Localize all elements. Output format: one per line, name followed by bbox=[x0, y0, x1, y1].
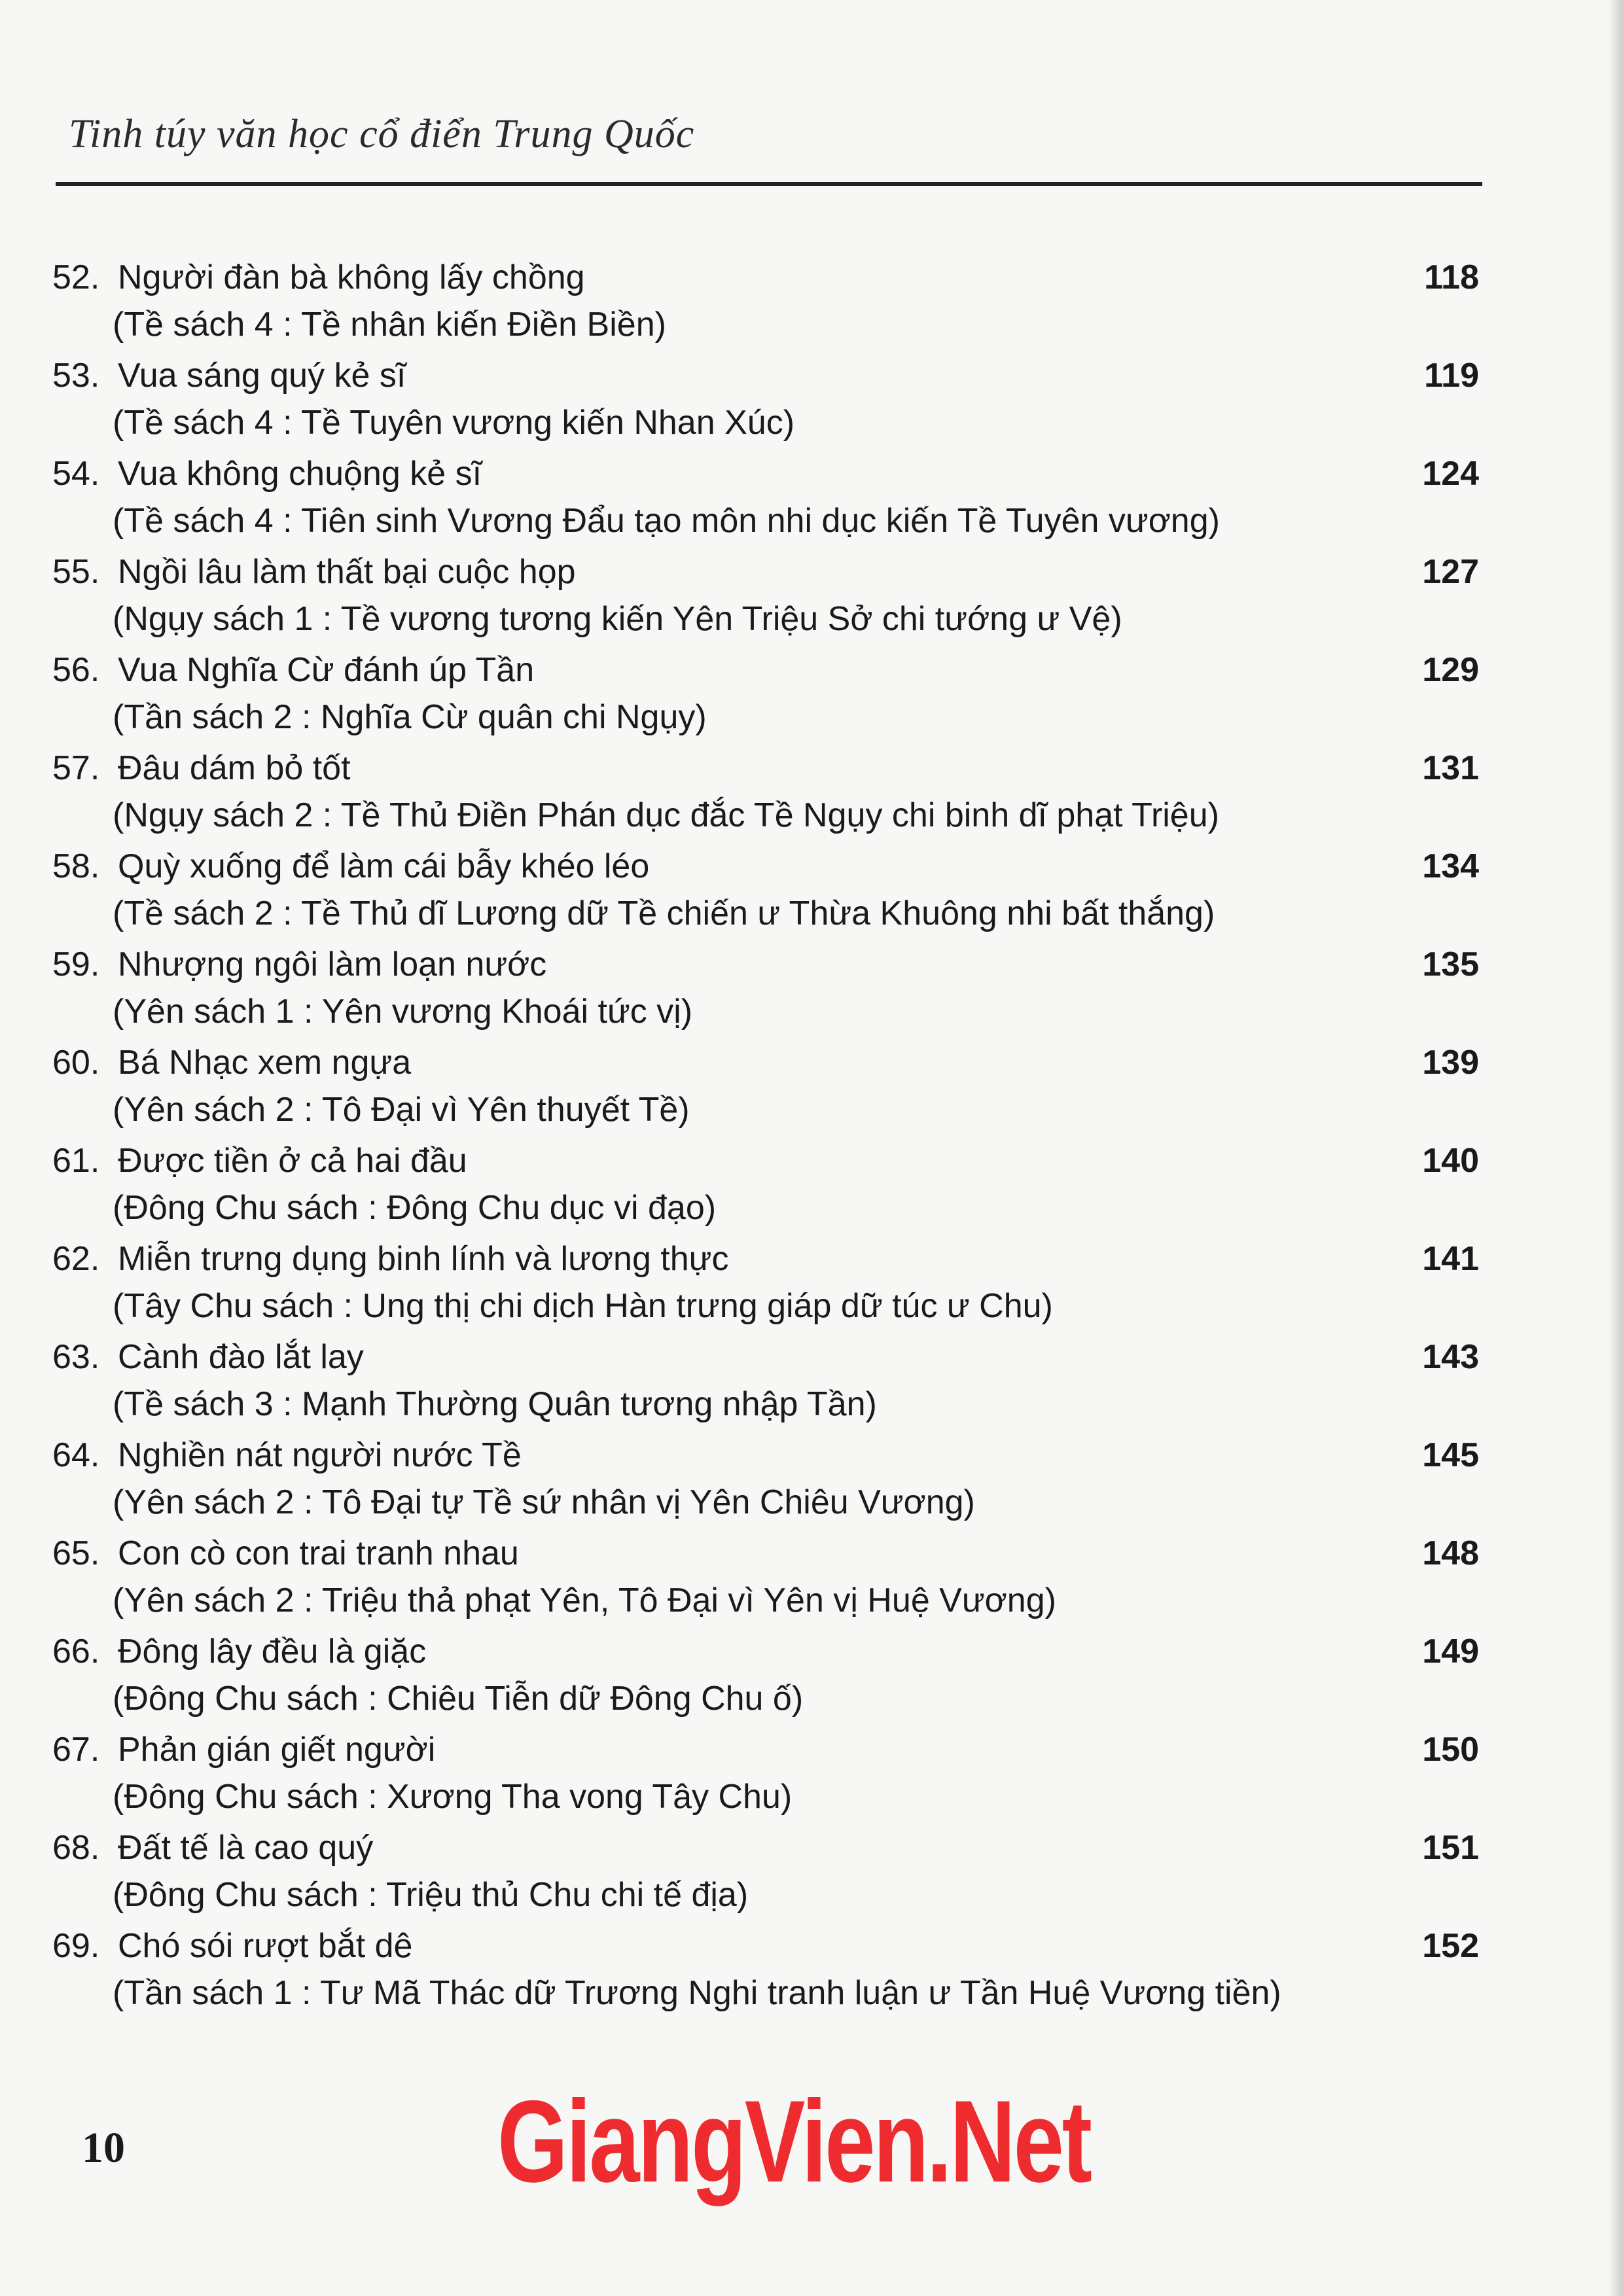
entry-page-number: 139 bbox=[1422, 1044, 1479, 1082]
entry-number: 63. bbox=[52, 1338, 100, 1376]
entry-number: 54. bbox=[52, 455, 100, 493]
running-header: Tinh túy văn học cổ điển Trung Quốc bbox=[69, 112, 695, 156]
entry-number: 59. bbox=[52, 945, 100, 983]
entry-page-number: 148 bbox=[1422, 1534, 1479, 1572]
entry-page-number: 119 bbox=[1424, 357, 1479, 395]
entry-source: (Tề sách 3 : Mạnh Thường Quân tương nhập Tần) bbox=[113, 1385, 877, 1423]
entry-number: 53. bbox=[52, 357, 100, 395]
entry-title: Được tiền ở cả hai đầu bbox=[118, 1142, 467, 1180]
entry-number: 66. bbox=[52, 1633, 100, 1670]
entry-number: 60. bbox=[52, 1044, 100, 1082]
entry-number: 58. bbox=[52, 847, 100, 885]
entry-title: Vua Nghĩa Cừ đánh úp Tần bbox=[118, 651, 535, 689]
entry-title: Nghiền nát người nước Tề bbox=[118, 1436, 522, 1474]
page-edge-shadow bbox=[1609, 0, 1623, 2296]
toc-entry bbox=[52, 355, 1479, 453]
entry-source: (Yên sách 2 : Tô Đại tự Tề sứ nhân vị Yên Chiêu Vương) bbox=[113, 1483, 975, 1521]
entry-page-number: 150 bbox=[1422, 1731, 1479, 1769]
entry-page-number: 151 bbox=[1422, 1829, 1479, 1867]
toc-entry bbox=[52, 1729, 1479, 1827]
toc-entry bbox=[52, 944, 1479, 1042]
table-of-contents bbox=[52, 256, 1479, 2023]
entry-title: Miễn trưng dụng binh lính và lương thực bbox=[118, 1240, 729, 1278]
entry-title: Chó sói rượt bắt dê bbox=[118, 1927, 413, 1965]
entry-number: 56. bbox=[52, 651, 100, 689]
entry-number: 57. bbox=[52, 749, 100, 787]
entry-title: Đông lây đều là giặc bbox=[118, 1633, 427, 1670]
entry-source: (Ngụy sách 2 : Tề Thủ Điền Phán dục đắc Tề Ngụy chi binh dĩ phạt Triệu) bbox=[113, 796, 1219, 834]
entry-source: (Tề sách 4 : Tề nhân kiến Điền Biền) bbox=[113, 306, 666, 344]
entry-number: 65. bbox=[52, 1534, 100, 1572]
entry-title: Người đàn bà không lấy chồng bbox=[118, 258, 585, 296]
entry-source: (Tây Chu sách : Ung thị chi dịch Hàn trưng giáp dữ túc ư Chu) bbox=[113, 1287, 1053, 1325]
entry-source: (Tần sách 1 : Tư Mã Thác dữ Trương Nghi tranh luận ư Tần Huệ Vương tiền) bbox=[113, 1974, 1281, 2012]
entry-title: Phản gián giết người bbox=[118, 1731, 436, 1769]
entry-title: Nhượng ngôi làm loạn nước bbox=[118, 945, 547, 983]
entry-number: 55. bbox=[52, 553, 100, 591]
entry-page-number: 129 bbox=[1422, 651, 1479, 689]
entry-source: (Ngụy sách 1 : Tề vương tương kiến Yên Triệu Sở chi tướng ư Vệ) bbox=[113, 600, 1122, 638]
entry-number: 67. bbox=[52, 1731, 100, 1769]
header-rule bbox=[56, 182, 1482, 186]
toc-entry bbox=[52, 1336, 1479, 1434]
toc-entry bbox=[52, 1238, 1479, 1336]
toc-entry bbox=[52, 1140, 1479, 1238]
entry-page-number: 143 bbox=[1422, 1338, 1479, 1376]
entry-source: (Tề sách 4 : Tề Tuyên vương kiến Nhan Xúc) bbox=[113, 404, 795, 442]
entry-title: Vua không chuộng kẻ sĩ bbox=[118, 455, 482, 493]
entry-title: Cành đào lắt lay bbox=[118, 1338, 364, 1376]
entry-title: Đất tế là cao quý bbox=[118, 1829, 374, 1867]
toc-entry bbox=[52, 747, 1479, 845]
entry-page-number: 141 bbox=[1422, 1240, 1479, 1278]
entry-source: (Tề sách 2 : Tề Thủ dĩ Lương dữ Tề chiến ư Thừa Khuông nhi bất thắng) bbox=[113, 894, 1215, 932]
toc-entry bbox=[52, 1827, 1479, 1925]
entry-page-number: 118 bbox=[1424, 258, 1479, 296]
entry-page-number: 134 bbox=[1422, 847, 1479, 885]
entry-page-number: 145 bbox=[1422, 1436, 1479, 1474]
entry-number: 64. bbox=[52, 1436, 100, 1474]
entry-source: (Đông Chu sách : Triệu thủ Chu chi tế địa) bbox=[113, 1876, 749, 1914]
entry-number: 62. bbox=[52, 1240, 100, 1278]
toc-entry bbox=[52, 1042, 1479, 1140]
toc-entry bbox=[52, 453, 1479, 551]
toc-entry bbox=[52, 256, 1479, 355]
entry-source: (Yên sách 1 : Yên vương Khoái tức vị) bbox=[113, 993, 693, 1031]
toc-entry bbox=[52, 649, 1479, 747]
entry-page-number: 131 bbox=[1422, 749, 1479, 787]
toc-entry bbox=[52, 551, 1479, 649]
page-number: 10 bbox=[82, 2124, 125, 2172]
entry-title: Bá Nhạc xem ngựa bbox=[118, 1044, 412, 1082]
entry-page-number: 135 bbox=[1422, 945, 1479, 983]
entry-source: (Đông Chu sách : Xương Tha vong Tây Chu) bbox=[113, 1778, 793, 1816]
entry-number: 68. bbox=[52, 1829, 100, 1867]
toc-entry bbox=[52, 845, 1479, 944]
entry-page-number: 127 bbox=[1422, 553, 1479, 591]
entry-source: (Đông Chu sách : Chiêu Tiễn dữ Đông Chu ố) bbox=[113, 1680, 804, 1718]
entry-source: (Yên sách 2 : Tô Đại vì Yên thuyết Tề) bbox=[113, 1091, 690, 1129]
entry-title: Ngồi lâu làm thất bại cuộc họp bbox=[118, 553, 576, 591]
entry-number: 61. bbox=[52, 1142, 100, 1180]
entry-source: (Đông Chu sách : Đông Chu dục vi đạo) bbox=[113, 1189, 717, 1227]
entry-title: Đâu dám bỏ tốt bbox=[118, 749, 351, 787]
entry-page-number: 124 bbox=[1422, 455, 1479, 493]
entry-source: (Tề sách 4 : Tiên sinh Vương Đẩu tạo môn nhi dục kiến Tề Tuyên vương) bbox=[113, 502, 1220, 540]
entry-number: 69. bbox=[52, 1927, 100, 1965]
toc-entry bbox=[52, 1434, 1479, 1532]
entry-title: Vua sáng quý kẻ sĩ bbox=[118, 357, 406, 395]
toc-entry bbox=[52, 1925, 1479, 2023]
entry-title: Con cò con trai tranh nhau bbox=[118, 1534, 519, 1572]
entry-source: (Tần sách 2 : Nghĩa Cừ quân chi Ngụy) bbox=[113, 698, 707, 736]
watermark-text: GiangVien.Net bbox=[497, 2076, 1090, 2206]
entry-title: Quỳ xuống để làm cái bẫy khéo léo bbox=[118, 847, 650, 885]
toc-entry bbox=[52, 1532, 1479, 1631]
entry-number: 52. bbox=[52, 258, 100, 296]
entry-source: (Yên sách 2 : Triệu thả phạt Yên, Tô Đại vì Yên vị Huệ Vương) bbox=[113, 1581, 1056, 1619]
entry-page-number: 149 bbox=[1422, 1633, 1479, 1670]
entry-page-number: 140 bbox=[1422, 1142, 1479, 1180]
entry-page-number: 152 bbox=[1422, 1927, 1479, 1965]
toc-entry bbox=[52, 1631, 1479, 1729]
